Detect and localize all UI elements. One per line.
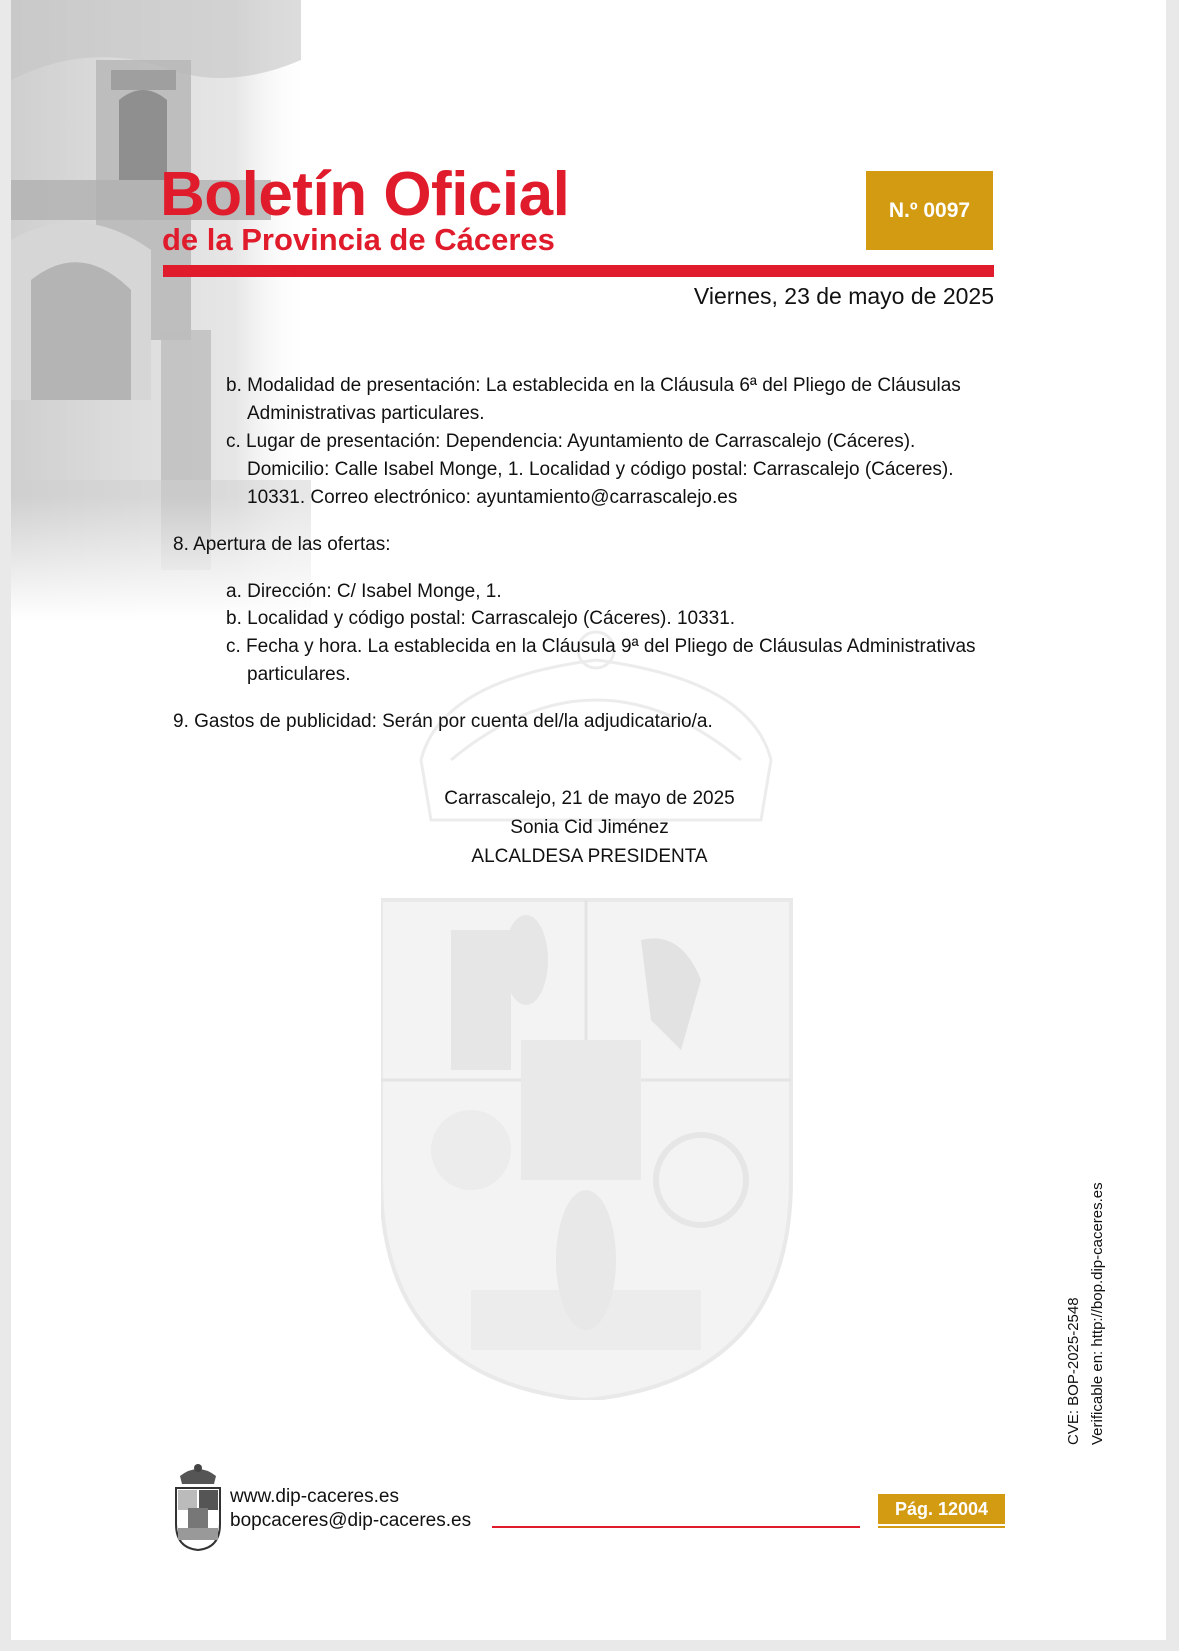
province-crest-watermark (381, 620, 811, 1400)
item-7c-line-1: c. Lugar de presentación: Dependencia: Ayuntamiento de Carrascalejo (Cáceres). (226, 431, 916, 452)
verify-url: Verificable en: http://bop.dip-caceres.es (1089, 1182, 1106, 1445)
publication-date: Viernes, 23 de mayo de 2025 (693, 283, 994, 309)
item-8b: b. Localidad y código postal: Carrascalejo (Cáceres). 10331. (226, 608, 736, 629)
page-badge-underline (878, 1526, 1005, 1528)
page-number-badge: Pág. 12004 (878, 1494, 1005, 1524)
item-9: 9. Gastos de publicidad: Serán por cuenta del/la adjudicatario/a. (173, 711, 713, 732)
signature-name: Sonia Cid Jiménez (510, 817, 669, 838)
item-7b-line-1: b. Modalidad de presentación: La establecida en la Cláusula 6ª del Pliego de Cláusulas (226, 375, 961, 396)
item-8c-line-1: c. Fecha y hora. La establecida en la Cláusula 9ª del Pliego de Cláusulas Administrativas (226, 636, 976, 657)
footer-website-link[interactable]: www.dip-caceres.es (230, 1486, 399, 1507)
bulletin-title: Boletín Oficial (160, 160, 570, 229)
header-divider (163, 265, 994, 277)
item-8-heading: 8. Apertura de las ofertas: (173, 534, 391, 555)
footer-email-link[interactable]: bopcaceres@dip-caceres.es (230, 1510, 472, 1531)
cve-code: CVE: BOP-2025-2548 (1065, 1297, 1082, 1445)
province-crest-icon (174, 1462, 222, 1552)
signature-role: ALCALDESA PRESIDENTA (471, 846, 708, 867)
item-8a: a. Dirección: C/ Isabel Monge, 1. (226, 581, 502, 602)
bridge-background-image (11, 0, 311, 620)
item-7b-line-2: Administrativas particulares. (247, 403, 485, 424)
side-verification-text (1062, 1182, 1110, 1445)
item-7c-line-3: 10331. Correo electrónico: ayuntamiento@carrascalejo.es (247, 487, 738, 508)
bulletin-subtitle: de la Provincia de Cáceres (162, 222, 555, 257)
signature-place-date: Carrascalejo, 21 de mayo de 2025 (444, 788, 735, 809)
issue-number-badge: N.º 0097 (866, 171, 993, 250)
item-7c-line-2: Domicilio: Calle Isabel Monge, 1. Localidad y código postal: Carrascalejo (Cáceres). (247, 459, 954, 480)
footer-divider (492, 1526, 860, 1528)
item-8c-line-2: particulares. (247, 664, 351, 685)
